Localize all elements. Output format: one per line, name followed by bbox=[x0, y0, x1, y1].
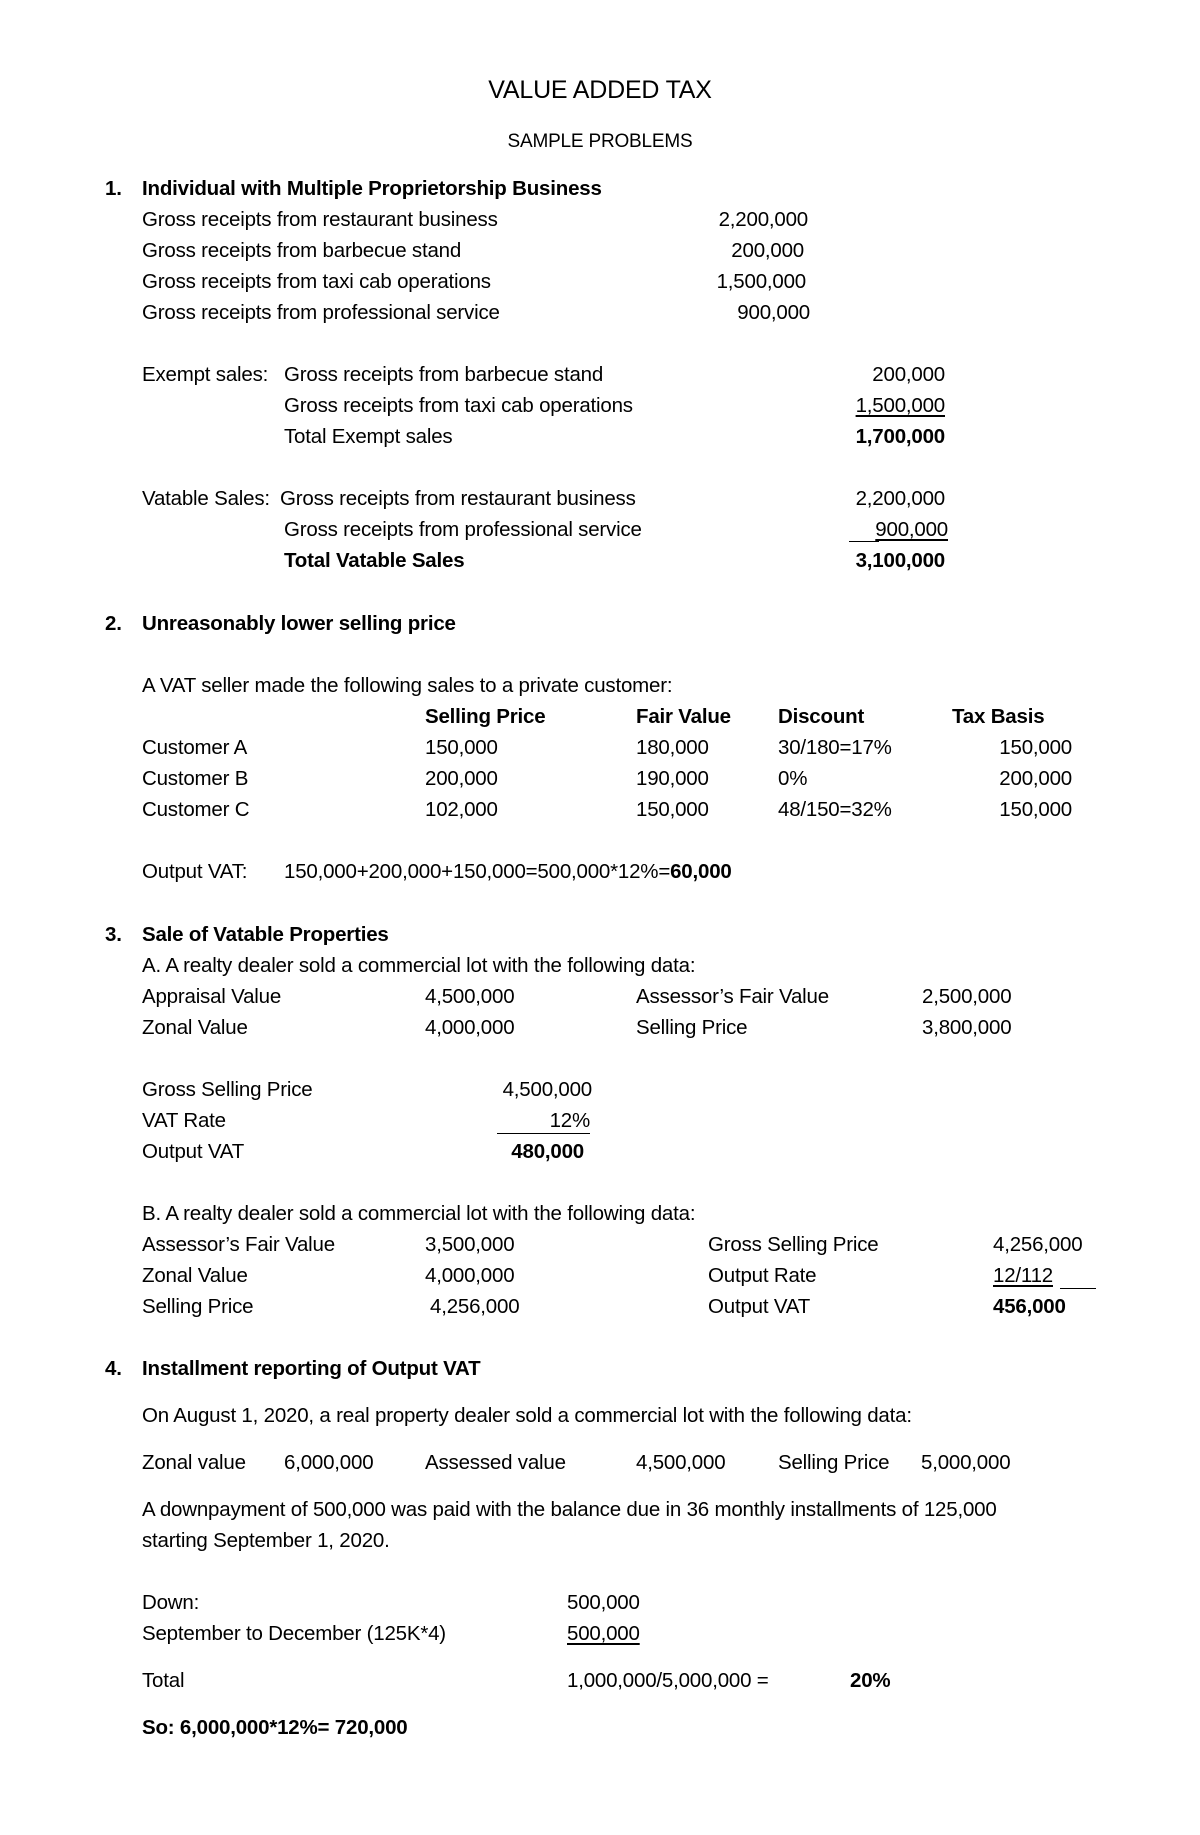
fair-value-cell: 150,000 bbox=[636, 798, 709, 821]
receipt-label: Gross receipts from professional service bbox=[142, 301, 500, 324]
column-header: Fair Value bbox=[636, 705, 731, 728]
receipt-value: 200,000 bbox=[731, 239, 804, 262]
exempt-total-value: 1,700,000 bbox=[855, 425, 945, 448]
data-value: 3,800,000 bbox=[922, 1016, 1012, 1039]
calc-label: VAT Rate bbox=[142, 1109, 226, 1132]
column-header: Discount bbox=[778, 705, 865, 728]
output-vat-conclusion: So: 6,000,000*12%= 720,000 bbox=[142, 1716, 408, 1739]
calc-label: Output VAT bbox=[142, 1140, 245, 1163]
data-value: 4,000,000 bbox=[425, 1264, 515, 1287]
installment-value: 500,000 bbox=[567, 1622, 640, 1645]
data-label: Selling Price bbox=[636, 1016, 748, 1039]
underline-rule bbox=[1060, 1288, 1096, 1289]
receipt-label: Gross receipts from taxi cab operations bbox=[142, 270, 491, 293]
problem-2-heading: Unreasonably lower selling price bbox=[142, 612, 456, 635]
document-title: VALUE ADDED TAX bbox=[488, 76, 712, 104]
vatable-item-value: 2,200,000 bbox=[855, 487, 945, 510]
data-value: 2,500,000 bbox=[922, 985, 1012, 1008]
problem-4-number: 4. bbox=[105, 1357, 122, 1380]
exempt-total-label: Total Exempt sales bbox=[284, 425, 453, 448]
data-label: Output VAT bbox=[708, 1295, 811, 1318]
assessed-value: 4,500,000 bbox=[636, 1451, 726, 1474]
discount-cell: 30/180=17% bbox=[778, 736, 892, 759]
data-label: Selling Price bbox=[142, 1295, 254, 1318]
data-value: 4,256,000 bbox=[993, 1233, 1083, 1256]
discount-cell: 48/150=32% bbox=[778, 798, 892, 821]
down-label: Down: bbox=[142, 1591, 200, 1614]
receipt-value: 900,000 bbox=[737, 301, 810, 324]
data-value: 4,256,000 bbox=[430, 1295, 520, 1318]
receipt-value: 1,500,000 bbox=[716, 270, 806, 293]
installment-paragraph-line: starting September 1, 2020. bbox=[142, 1529, 390, 1552]
tax-basis-cell: 150,000 bbox=[999, 736, 1072, 759]
column-header: Tax Basis bbox=[952, 705, 1045, 728]
problem-2-number: 2. bbox=[105, 612, 122, 635]
down-value: 500,000 bbox=[567, 1591, 640, 1614]
data-label: Zonal Value bbox=[142, 1016, 248, 1039]
problem-4-heading: Installment reporting of Output VAT bbox=[142, 1357, 481, 1380]
total-label: Total bbox=[142, 1669, 185, 1692]
total-percentage: 20% bbox=[850, 1669, 891, 1692]
problem-4-intro: On August 1, 2020, a real property dealer sold a commercial lot with the following data: bbox=[142, 1404, 912, 1427]
data-value: 3,500,000 bbox=[425, 1233, 515, 1256]
installment-label: September to December (125K*4) bbox=[142, 1622, 446, 1645]
data-label: Assessor’s Fair Value bbox=[636, 985, 829, 1008]
data-value: 456,000 bbox=[993, 1295, 1066, 1318]
underline-rule bbox=[497, 1133, 590, 1134]
zonal-value-label: Zonal value bbox=[142, 1451, 246, 1474]
exempt-item-value: 1,500,000 bbox=[855, 394, 945, 417]
selling-price-cell: 150,000 bbox=[425, 736, 498, 759]
problem-1-number: 1. bbox=[105, 177, 122, 200]
fair-value-cell: 180,000 bbox=[636, 736, 709, 759]
output-vat-formula bbox=[284, 859, 732, 885]
zonal-value: 6,000,000 bbox=[284, 1451, 374, 1474]
data-value: 4,000,000 bbox=[425, 1016, 515, 1039]
vatable-total-value: 3,100,000 bbox=[855, 549, 945, 572]
problem-2-intro: A VAT seller made the following sales to a private customer: bbox=[142, 674, 673, 697]
problem-1-heading: Individual with Multiple Proprietorship Business bbox=[142, 177, 602, 200]
output-vat-result: 60,000 bbox=[670, 860, 732, 883]
data-label: Gross Selling Price bbox=[708, 1233, 879, 1256]
tax-basis-cell: 200,000 bbox=[999, 767, 1072, 790]
receipt-value: 2,200,000 bbox=[718, 208, 808, 231]
selling-price-cell: 200,000 bbox=[425, 767, 498, 790]
exempt-item-value: 200,000 bbox=[872, 363, 945, 386]
data-label: Assessor’s Fair Value bbox=[142, 1233, 335, 1256]
calc-value: 480,000 bbox=[511, 1140, 584, 1163]
receipt-label: Gross receipts from restaurant business bbox=[142, 208, 498, 231]
vatable-item-value: 900,000 bbox=[875, 518, 948, 541]
total-formula: 1,000,000/5,000,000 = bbox=[567, 1669, 769, 1692]
customer-name: Customer C bbox=[142, 798, 250, 821]
output-vat-label: Output VAT: bbox=[142, 860, 248, 883]
selling-price-cell: 102,000 bbox=[425, 798, 498, 821]
data-label: Zonal Value bbox=[142, 1264, 248, 1287]
part-a-intro: A. A realty dealer sold a commercial lot with the following data: bbox=[142, 954, 696, 977]
assessed-value-label: Assessed value bbox=[425, 1451, 566, 1474]
problem-3-heading: Sale of Vatable Properties bbox=[142, 923, 389, 946]
exempt-item-label: Gross receipts from taxi cab operations bbox=[284, 394, 633, 417]
part-b-intro: B. A realty dealer sold a commercial lot with the following data: bbox=[142, 1202, 696, 1225]
customer-name: Customer B bbox=[142, 767, 249, 790]
receipt-label: Gross receipts from barbecue stand bbox=[142, 239, 462, 262]
data-value: 4,500,000 bbox=[425, 985, 515, 1008]
data-label: Appraisal Value bbox=[142, 985, 282, 1008]
column-header: Selling Price bbox=[425, 705, 546, 728]
selling-price-value: 5,000,000 bbox=[921, 1451, 1011, 1474]
data-value: 12/112 bbox=[993, 1264, 1053, 1287]
vatable-item-label: Gross receipts from professional service bbox=[284, 518, 642, 541]
exempt-sales-label: Exempt sales: bbox=[142, 363, 269, 386]
discount-cell: 0% bbox=[778, 767, 808, 790]
output-vat-expression: 150,000+200,000+150,000=500,000*12%= bbox=[284, 860, 671, 883]
fair-value-cell: 190,000 bbox=[636, 767, 709, 790]
installment-paragraph-line: A downpayment of 500,000 was paid with the balance due in 36 monthly installments of 125,000 bbox=[142, 1498, 997, 1521]
exempt-item-label: Gross receipts from barbecue stand bbox=[284, 363, 604, 386]
calc-value: 4,500,000 bbox=[502, 1078, 592, 1101]
calc-value: 12% bbox=[549, 1109, 590, 1132]
underline-rule bbox=[849, 541, 879, 542]
vatable-item-label: Gross receipts from restaurant business bbox=[280, 487, 636, 510]
vatable-sales-label: Vatable Sales: bbox=[142, 487, 270, 510]
document-subtitle: SAMPLE PROBLEMS bbox=[507, 131, 693, 152]
selling-price-label: Selling Price bbox=[778, 1451, 890, 1474]
vatable-total-label: Total Vatable Sales bbox=[284, 549, 465, 572]
problem-3-number: 3. bbox=[105, 923, 122, 946]
customer-name: Customer A bbox=[142, 736, 248, 759]
calc-label: Gross Selling Price bbox=[142, 1078, 313, 1101]
data-label: Output Rate bbox=[708, 1264, 817, 1287]
tax-basis-cell: 150,000 bbox=[999, 798, 1072, 821]
